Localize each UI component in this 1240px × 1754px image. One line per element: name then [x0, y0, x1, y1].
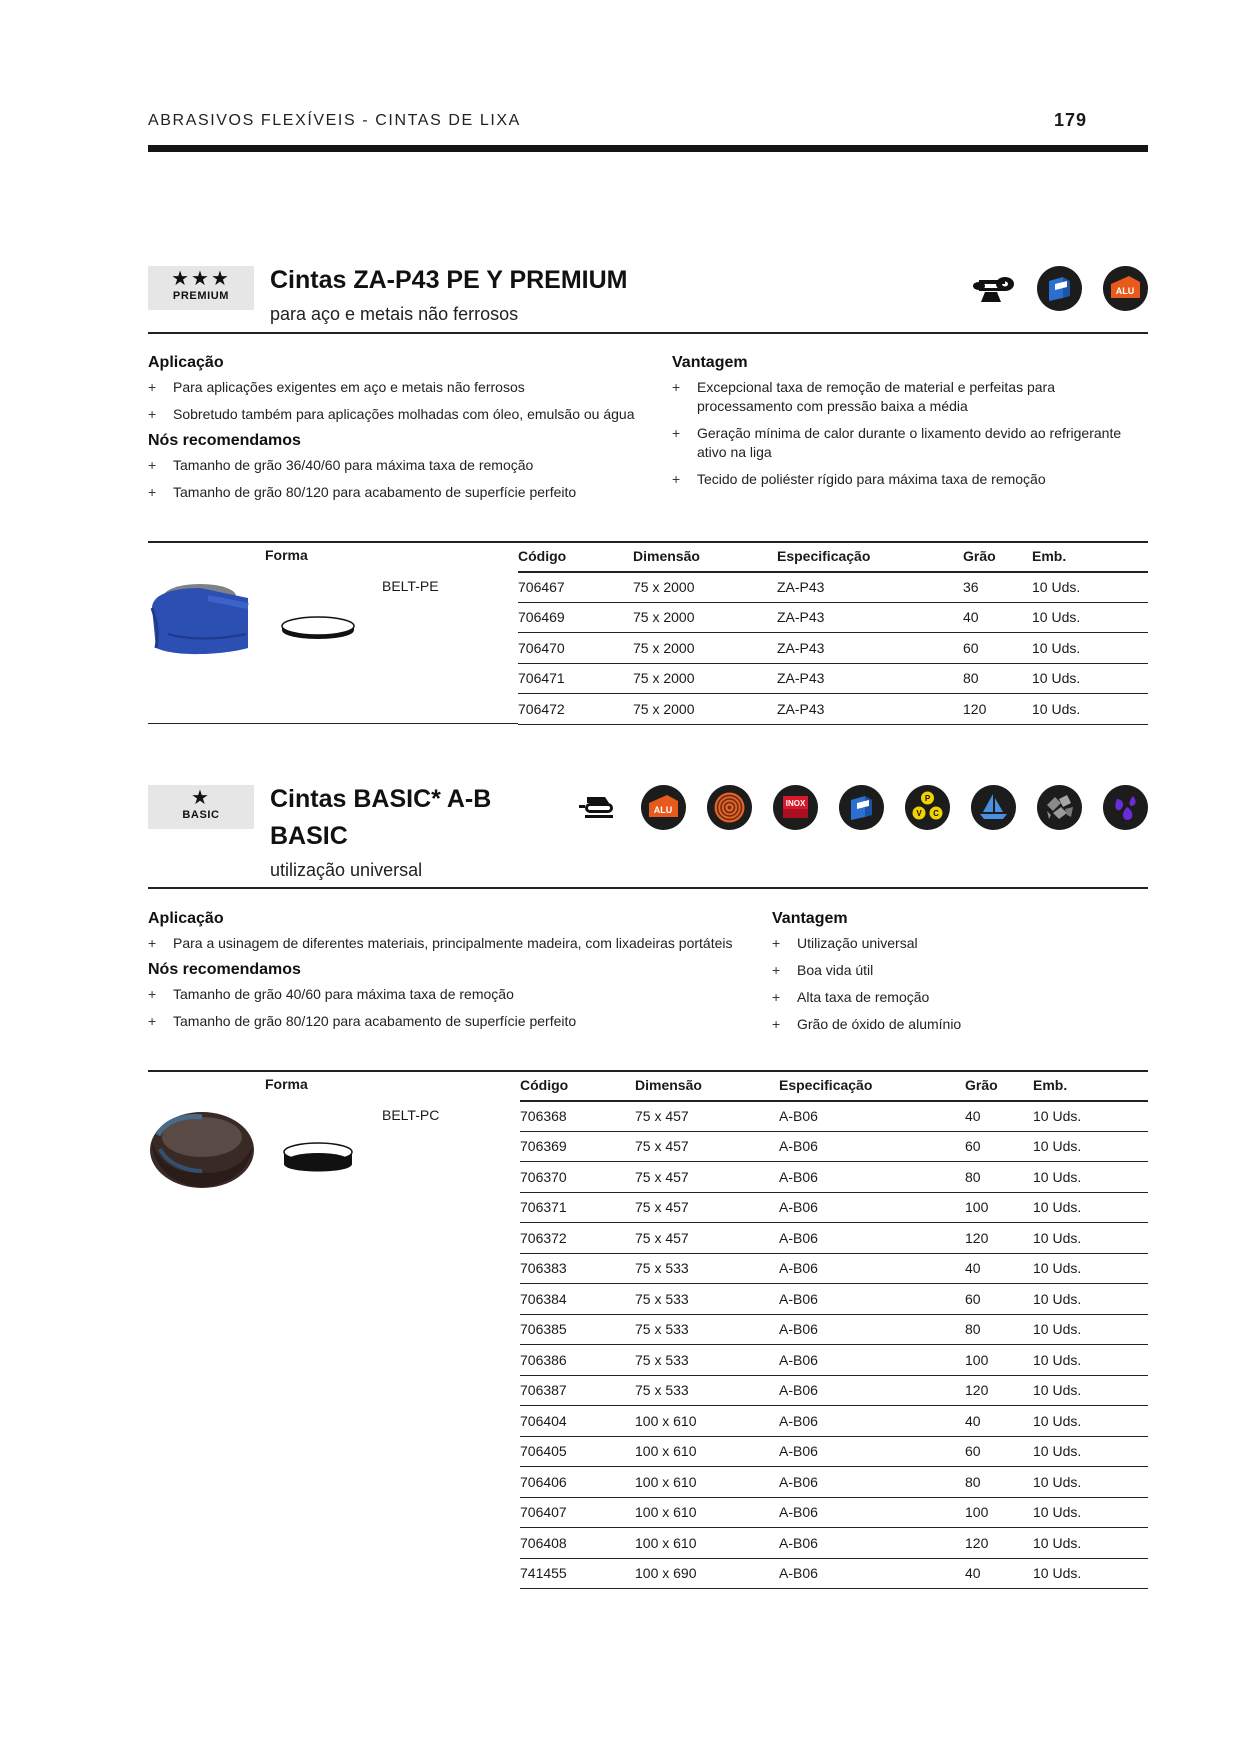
- cell-grao: 120: [963, 694, 1032, 725]
- cell-dimensao: 75 x 2000: [633, 633, 777, 664]
- cell-codigo: 706406: [520, 1467, 635, 1498]
- wood-icon: [707, 785, 752, 830]
- cell-emb: 10 Uds.: [1033, 1528, 1148, 1559]
- cell-emb: 10 Uds.: [1033, 1345, 1148, 1376]
- cell-codigo: 741455: [520, 1558, 635, 1589]
- cell-grao: 120: [965, 1528, 1033, 1559]
- cell-especificacao: A-B06: [779, 1406, 965, 1437]
- badge-stars: ★★★: [171, 268, 231, 290]
- cell-emb: 10 Uds.: [1032, 663, 1148, 694]
- cell-codigo: 706404: [520, 1406, 635, 1437]
- cell-grao: 40: [965, 1558, 1033, 1589]
- cell-especificacao: A-B06: [779, 1497, 965, 1528]
- list-item: + Tamanho de grão 80/120 para acabamento de superfície perfeito: [148, 1012, 768, 1031]
- aluminium-icon: [641, 785, 686, 830]
- cell-dimensao: 75 x 533: [635, 1375, 779, 1406]
- cell-grao: 80: [963, 663, 1032, 694]
- cell-emb: 10 Uds.: [1032, 602, 1148, 633]
- cell-grao: 60: [965, 1284, 1033, 1315]
- forma-header: Forma: [265, 1076, 308, 1092]
- list-item: + Utilização universal: [772, 934, 1148, 953]
- product-table-basic: [520, 1070, 1148, 1589]
- list-item: + Sobretudo também para aplicações molhadas com óleo, emulsão ou água: [148, 405, 668, 424]
- cell-grao: 100: [965, 1497, 1033, 1528]
- table-row: [520, 1497, 1148, 1528]
- cell-dimensao: 100 x 610: [635, 1436, 779, 1467]
- cell-codigo: 706405: [520, 1436, 635, 1467]
- cell-dimensao: 75 x 457: [635, 1223, 779, 1254]
- svg-text:ALU: ALU: [1115, 286, 1135, 296]
- advantage-heading: Vantagem: [672, 354, 748, 371]
- premium-badge: [148, 266, 254, 310]
- header-rule: [148, 145, 1148, 152]
- cell-emb: 10 Uds.: [1033, 1253, 1148, 1284]
- cell-codigo: 706386: [520, 1345, 635, 1376]
- cell-dimensao: 100 x 610: [635, 1467, 779, 1498]
- cell-dimensao: 75 x 457: [635, 1101, 779, 1132]
- forma-type: BELT-PE: [382, 578, 439, 594]
- badge-stars: ★: [191, 787, 211, 809]
- product-subtitle: para aço e metais não ferrosos: [270, 304, 519, 324]
- cell-especificacao: A-B06: [779, 1192, 965, 1223]
- belt-shape-diagram: [278, 612, 358, 646]
- svg-text:INOX: INOX: [785, 799, 806, 808]
- pvc-icon: [905, 785, 950, 830]
- table-row: [520, 1162, 1148, 1193]
- cell-grao: 100: [965, 1192, 1033, 1223]
- header-emb: Emb.: [1033, 1070, 1148, 1101]
- cell-emb: 10 Uds.: [1033, 1162, 1148, 1193]
- recommend-heading: Nós recomendamos: [148, 432, 301, 449]
- cell-dimensao: 75 x 533: [635, 1253, 779, 1284]
- cell-especificacao: A-B06: [779, 1436, 965, 1467]
- advantage-list: [672, 378, 1148, 489]
- steel-icon: [839, 785, 884, 830]
- table-row: [520, 1253, 1148, 1284]
- table-row: [520, 1223, 1148, 1254]
- cell-especificacao: ZA-P43: [777, 694, 963, 725]
- stainless-steel-icon: [773, 785, 818, 830]
- cell-emb: 10 Uds.: [1033, 1284, 1148, 1315]
- cell-dimensao: 75 x 533: [635, 1284, 779, 1315]
- table-body: [520, 1101, 1148, 1589]
- product-title-line1: Cintas BASIC* A-B: [270, 785, 492, 813]
- product-title: Cintas ZA-P43 PE Y PREMIUM: [270, 266, 628, 294]
- header-especificacao: Especificação: [779, 1070, 965, 1101]
- cell-especificacao: ZA-P43: [777, 663, 963, 694]
- header-emb: Emb.: [1032, 541, 1148, 572]
- table-row: [518, 633, 1148, 664]
- cell-dimensao: 100 x 690: [635, 1558, 779, 1589]
- table-row: [518, 663, 1148, 694]
- header-especificacao: Especificação: [777, 541, 963, 572]
- header-codigo: Código: [520, 1070, 635, 1101]
- cell-codigo: 706407: [520, 1497, 635, 1528]
- cell-grao: 60: [963, 633, 1032, 664]
- application-column: [148, 354, 668, 510]
- belt-sander-icon: [971, 266, 1016, 311]
- cell-dimensao: 75 x 533: [635, 1345, 779, 1376]
- application-column: [148, 910, 768, 1039]
- cell-emb: 10 Uds.: [1033, 1497, 1148, 1528]
- svg-text:C: C: [933, 809, 939, 818]
- cell-dimensao: 100 x 610: [635, 1497, 779, 1528]
- badge-label: PREMIUM: [172, 290, 230, 302]
- header-codigo: Código: [518, 541, 633, 572]
- cell-grao: 80: [965, 1162, 1033, 1193]
- cell-dimensao: 75 x 2000: [633, 663, 777, 694]
- badge-label: BASIC: [182, 809, 220, 821]
- cell-codigo: 706372: [520, 1223, 635, 1254]
- cell-especificacao: A-B06: [779, 1467, 965, 1498]
- cell-especificacao: A-B06: [779, 1345, 965, 1376]
- cell-emb: 10 Uds.: [1032, 633, 1148, 664]
- cell-emb: 10 Uds.: [1033, 1131, 1148, 1162]
- cell-codigo: 706467: [518, 572, 633, 603]
- material-icons: [575, 785, 1148, 830]
- svg-text:ALU: ALU: [653, 805, 673, 815]
- cell-especificacao: A-B06: [779, 1253, 965, 1284]
- table-bottom-rule: [148, 723, 518, 724]
- header-dimensao: Dimensão: [635, 1070, 779, 1101]
- recommend-heading: Nós recomendamos: [148, 961, 301, 978]
- table-row: [520, 1467, 1148, 1498]
- recommend-list: [148, 985, 768, 1031]
- cell-especificacao: A-B06: [779, 1284, 965, 1315]
- steel-icon: [1037, 266, 1082, 311]
- cell-especificacao: A-B06: [779, 1131, 965, 1162]
- cell-grao: 120: [965, 1223, 1033, 1254]
- cell-grao: 80: [965, 1467, 1033, 1498]
- title-rule: [148, 332, 1148, 334]
- application-list: [148, 934, 768, 953]
- cell-dimensao: 75 x 2000: [633, 602, 777, 633]
- header-grao: Grão: [965, 1070, 1033, 1101]
- cell-emb: 10 Uds.: [1033, 1375, 1148, 1406]
- table-row: [520, 1192, 1148, 1223]
- forma-header: Forma: [265, 547, 308, 563]
- aluminium-icon: [1103, 266, 1148, 311]
- stone-icon: [1037, 785, 1082, 830]
- cell-grao: 40: [965, 1253, 1033, 1284]
- table-row: [520, 1345, 1148, 1376]
- table-body: [518, 572, 1148, 725]
- cell-codigo: 706472: [518, 694, 633, 725]
- cell-especificacao: A-B06: [779, 1162, 965, 1193]
- table-row: [520, 1375, 1148, 1406]
- cell-especificacao: A-B06: [779, 1558, 965, 1589]
- title-rule: [148, 887, 1148, 889]
- list-item: + Para aplicações exigentes em aço e metais não ferrosos: [148, 378, 668, 397]
- list-item: + Geração mínima de calor durante o lixamento devido ao refrigerante ativo na liga: [672, 424, 1148, 462]
- table-row: [520, 1314, 1148, 1345]
- basic-badge: [148, 785, 254, 829]
- advantage-column: [672, 354, 1148, 497]
- belt-shape-diagram: [278, 1138, 358, 1180]
- header-grao: Grão: [963, 541, 1032, 572]
- list-item: + Excepcional taxa de remoção de material e perfeitas para processamento com pressão baixa a média: [672, 378, 1148, 416]
- cell-grao: 36: [963, 572, 1032, 603]
- table-row: [518, 694, 1148, 725]
- cell-codigo: 706368: [520, 1101, 635, 1132]
- svg-text:P: P: [924, 794, 931, 803]
- forma-type: BELT-PC: [382, 1107, 440, 1123]
- product-table-premium: [518, 541, 1148, 725]
- page-header-title: ABRASIVOS FLEXÍVEIS - CINTAS DE LIXA: [148, 112, 521, 129]
- list-item: + Tamanho de grão 36/40/60 para máxima taxa de remoção: [148, 456, 668, 475]
- product-section-basic: [148, 785, 1148, 1065]
- cell-dimensao: 75 x 533: [635, 1314, 779, 1345]
- application-heading: Aplicação: [148, 354, 224, 371]
- cell-especificacao: A-B06: [779, 1528, 965, 1559]
- list-item: + Boa vida útil: [772, 961, 1148, 980]
- cell-codigo: 706471: [518, 663, 633, 694]
- table-row: [518, 602, 1148, 633]
- table-row: [520, 1284, 1148, 1315]
- cell-codigo: 706383: [520, 1253, 635, 1284]
- cell-especificacao: A-B06: [779, 1101, 965, 1132]
- table-header-row: [518, 541, 1148, 572]
- cell-grao: 100: [965, 1345, 1033, 1376]
- cell-dimensao: 75 x 457: [635, 1162, 779, 1193]
- cell-especificacao: A-B06: [779, 1314, 965, 1345]
- application-list: [148, 378, 668, 424]
- table-row: [520, 1436, 1148, 1467]
- cell-grao: 40: [965, 1101, 1033, 1132]
- application-heading: Aplicação: [148, 910, 224, 927]
- table-row: [520, 1101, 1148, 1132]
- list-item: + Alta taxa de remoção: [772, 988, 1148, 1007]
- table-row: [520, 1131, 1148, 1162]
- product-subtitle: utilização universal: [270, 860, 423, 880]
- page-number: 179: [1053, 110, 1087, 130]
- table-header-row: [520, 1070, 1148, 1101]
- list-item: + Tecido de poliéster rígido para máxima taxa de remoção: [672, 470, 1148, 489]
- belt-product-image: [148, 1107, 256, 1193]
- table-row: [518, 572, 1148, 603]
- cell-dimensao: 75 x 2000: [633, 572, 777, 603]
- list-item: + Grão de óxido de alumínio: [772, 1015, 1148, 1034]
- cell-emb: 10 Uds.: [1033, 1436, 1148, 1467]
- cell-grao: 40: [963, 602, 1032, 633]
- cell-especificacao: ZA-P43: [777, 633, 963, 664]
- cell-codigo: 706387: [520, 1375, 635, 1406]
- list-item: + Tamanho de grão 80/120 para acabamento de superfície perfeito: [148, 483, 668, 502]
- marine-icon: [971, 785, 1016, 830]
- cell-dimensao: 75 x 457: [635, 1131, 779, 1162]
- cell-codigo: 706370: [520, 1162, 635, 1193]
- cell-dimensao: 100 x 610: [635, 1528, 779, 1559]
- cell-emb: 10 Uds.: [1032, 572, 1148, 603]
- cell-grao: 60: [965, 1436, 1033, 1467]
- table-row: [520, 1558, 1148, 1589]
- list-item: + Tamanho de grão 40/60 para máxima taxa de remoção: [148, 985, 768, 1004]
- cell-dimensao: 75 x 457: [635, 1192, 779, 1223]
- recommend-list: [148, 456, 668, 502]
- advantage-list: [772, 934, 1148, 1034]
- paint-icon: [1103, 785, 1148, 830]
- cell-emb: 10 Uds.: [1033, 1223, 1148, 1254]
- cell-dimensao: 75 x 2000: [633, 694, 777, 725]
- cell-codigo: 706371: [520, 1192, 635, 1223]
- material-icons: [971, 266, 1148, 311]
- cell-dimensao: 100 x 610: [635, 1406, 779, 1437]
- cell-grao: 40: [965, 1406, 1033, 1437]
- product-title-line2: BASIC: [270, 822, 348, 850]
- table-row: [520, 1528, 1148, 1559]
- cell-codigo: 706470: [518, 633, 633, 664]
- belt-product-image: [148, 578, 252, 664]
- cell-emb: 10 Uds.: [1033, 1314, 1148, 1345]
- list-item: + Para a usinagem de diferentes materiais, principalmente madeira, com lixadeiras portáteis: [148, 934, 768, 953]
- cell-especificacao: ZA-P43: [777, 572, 963, 603]
- cell-codigo: 706369: [520, 1131, 635, 1162]
- cell-emb: 10 Uds.: [1033, 1192, 1148, 1223]
- cell-codigo: 706384: [520, 1284, 635, 1315]
- portable-belt-sander-icon: [575, 785, 620, 830]
- cell-emb: 10 Uds.: [1033, 1406, 1148, 1437]
- cell-emb: 10 Uds.: [1033, 1558, 1148, 1589]
- cell-especificacao: ZA-P43: [777, 602, 963, 633]
- advantage-heading: Vantagem: [772, 910, 848, 927]
- cell-especificacao: A-B06: [779, 1223, 965, 1254]
- header-dimensao: Dimensão: [633, 541, 777, 572]
- cell-emb: 10 Uds.: [1033, 1467, 1148, 1498]
- cell-emb: 10 Uds.: [1033, 1101, 1148, 1132]
- cell-codigo: 706385: [520, 1314, 635, 1345]
- cell-codigo: 706408: [520, 1528, 635, 1559]
- cell-grao: 120: [965, 1375, 1033, 1406]
- svg-text:V: V: [916, 809, 922, 818]
- cell-especificacao: A-B06: [779, 1375, 965, 1406]
- advantage-column: [772, 910, 1148, 1042]
- table-row: [520, 1406, 1148, 1437]
- cell-grao: 80: [965, 1314, 1033, 1345]
- cell-emb: 10 Uds.: [1032, 694, 1148, 725]
- cell-grao: 60: [965, 1131, 1033, 1162]
- cell-codigo: 706469: [518, 602, 633, 633]
